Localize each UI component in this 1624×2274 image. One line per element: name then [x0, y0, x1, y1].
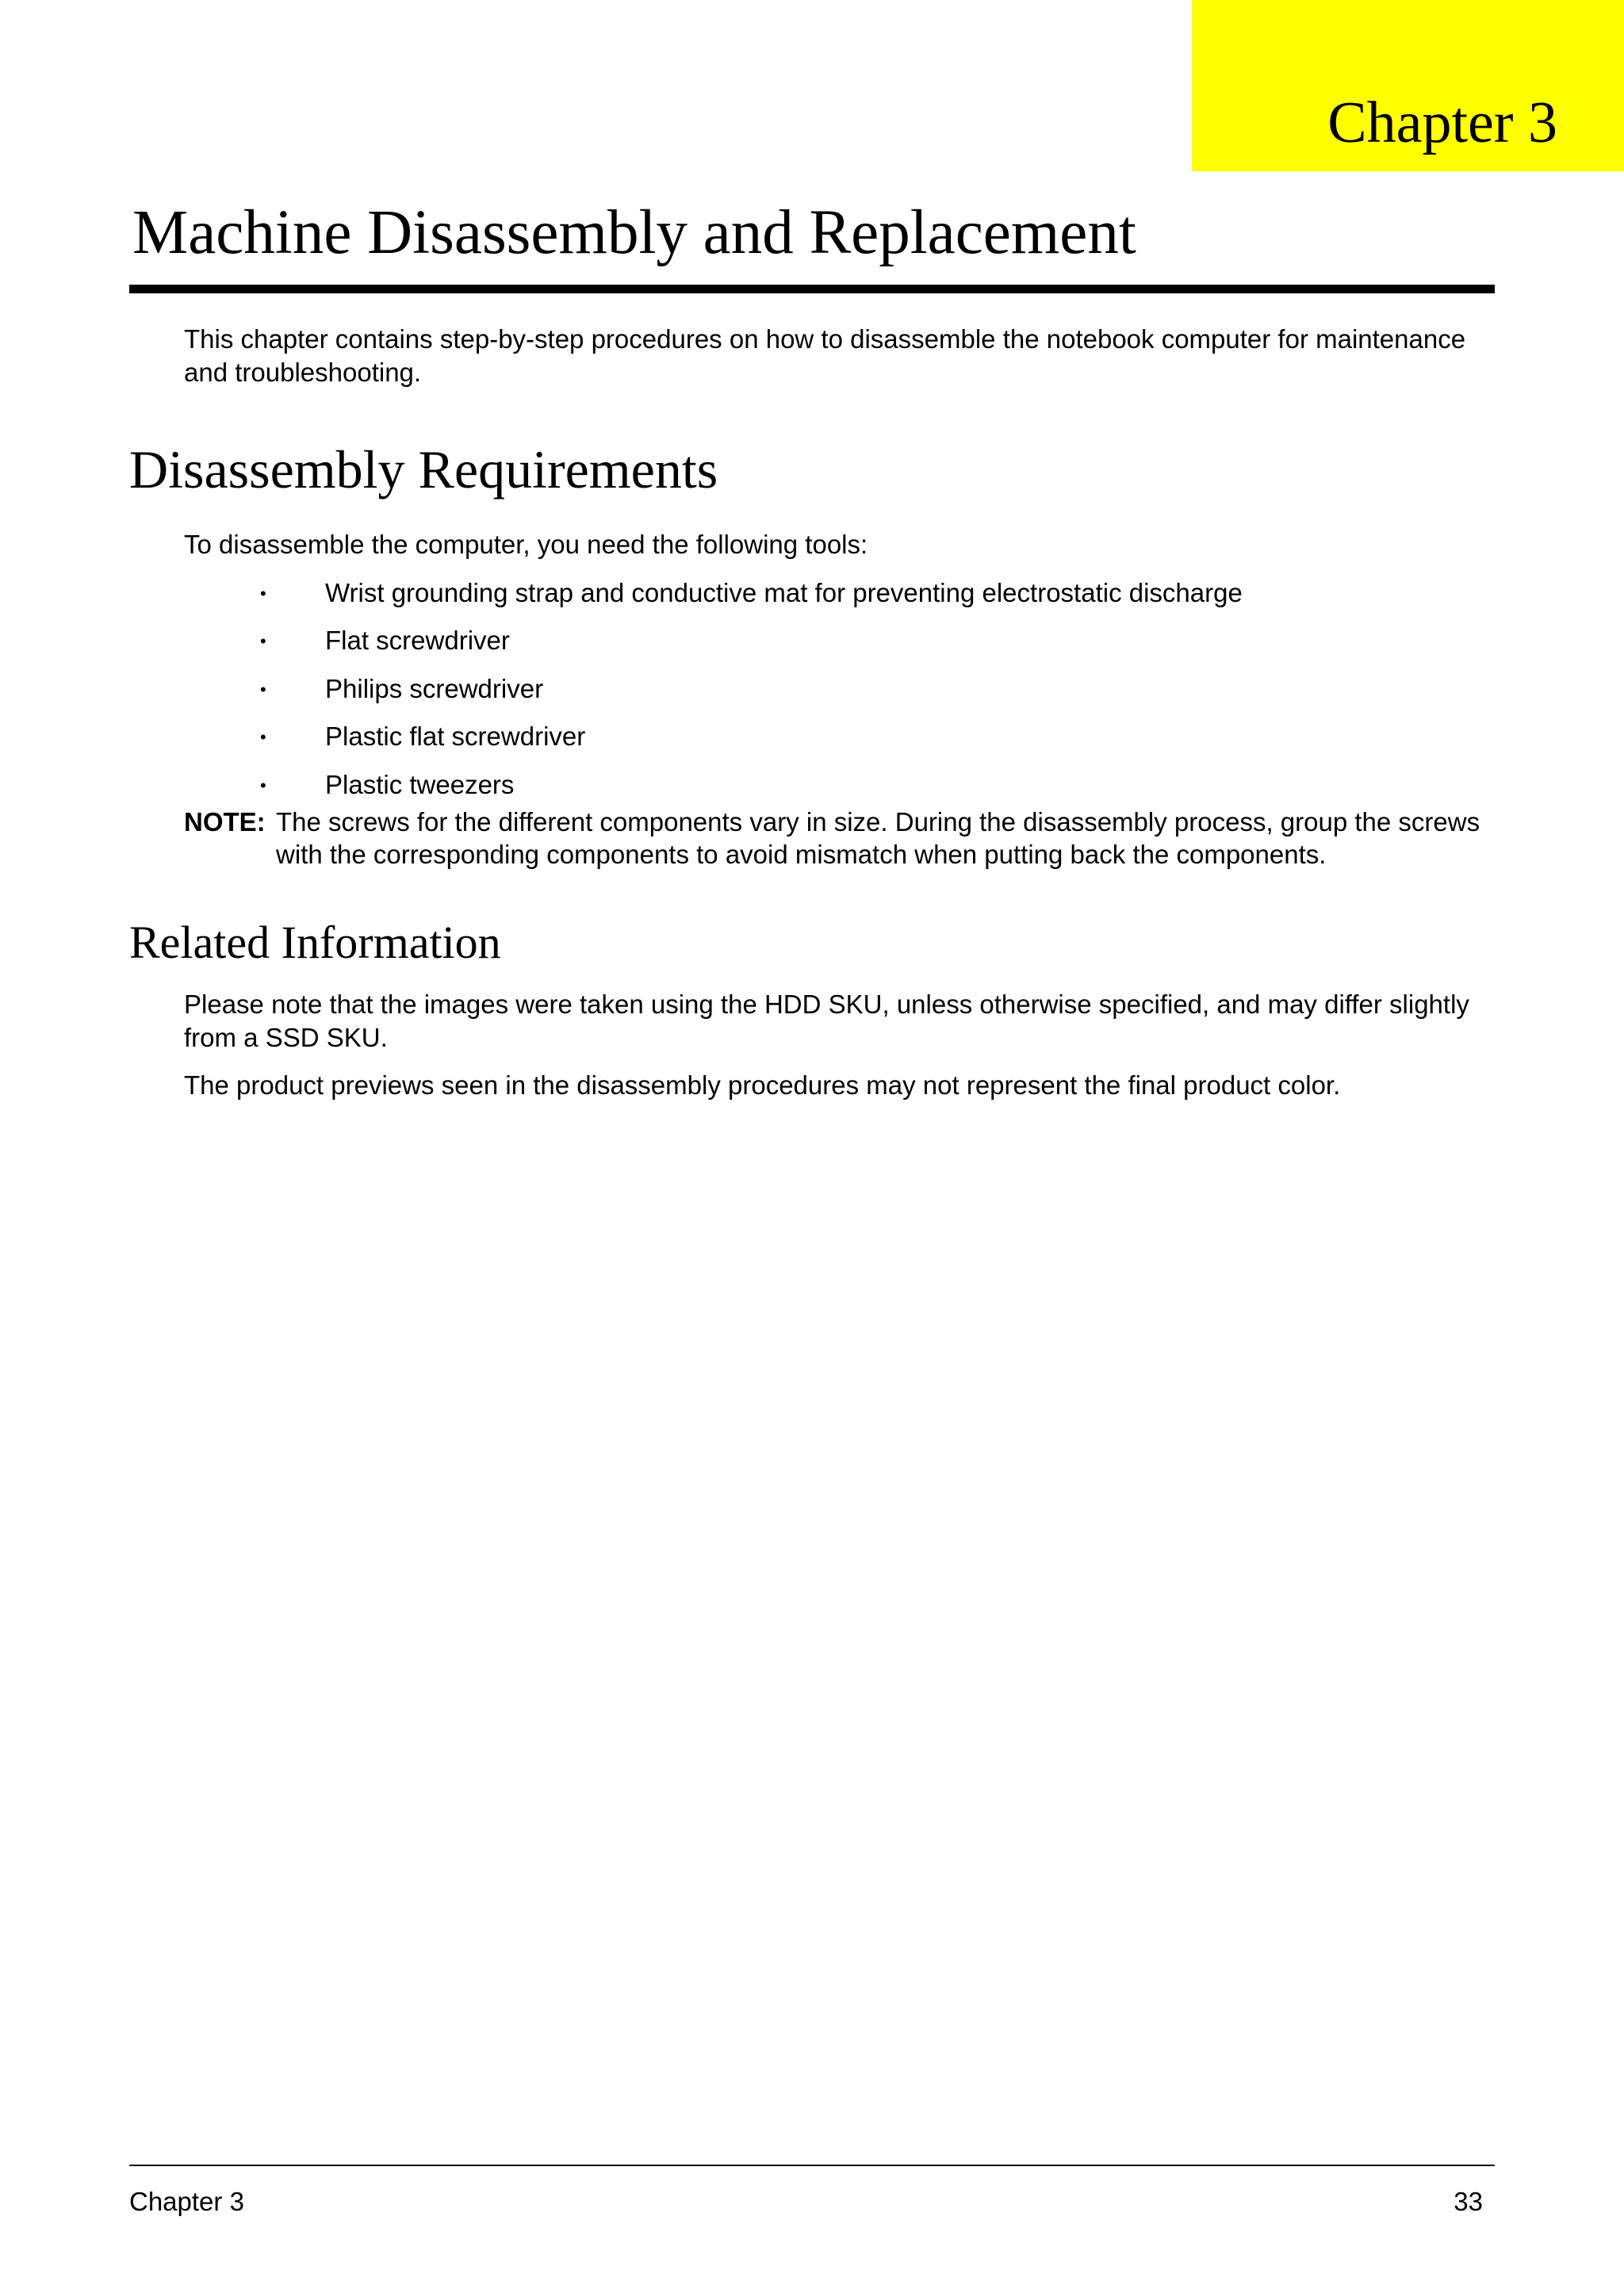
chapter-intro: This chapter contains step-by-step procedures on how to disassemble the notebook computer for maintenance and troubleshooting. [184, 324, 1466, 387]
tool-label: Plastic flat screwdriver [325, 722, 586, 751]
chapter-title: Machine Disassembly and Replacement [132, 198, 1136, 267]
bullet-icon: • [260, 775, 266, 795]
bullet-icon: • [260, 584, 266, 603]
note-text: The screws for the different components vary in size. During the disassembly process, group the screws with the corresponding components to avoid mismatch when putting back the components. [276, 807, 1480, 869]
bullet-icon: • [260, 727, 266, 747]
bullet-icon: • [260, 631, 266, 651]
section-heading-disassembly-requirements: Disassembly Requirements [129, 439, 718, 500]
title-rule [129, 285, 1495, 293]
list-item [0, 768, 1348, 802]
tool-label: Philips screwdriver [325, 674, 544, 703]
tool-label: Wrist grounding strap and conductive mat for preventing electrostatic discharge [325, 578, 1243, 607]
bullet-icon: • [260, 680, 266, 699]
note-label: NOTE: [184, 807, 266, 836]
footer-rule [129, 2165, 1495, 2166]
page-number: 33 [1454, 2187, 1483, 2216]
tools-lead: To disassemble the computer, you need the following tools: [184, 530, 868, 559]
list-item [0, 576, 1348, 610]
list-item [0, 672, 1348, 706]
chapter-tab [1192, 0, 1624, 171]
list-item [0, 624, 1348, 657]
list-item [0, 720, 1348, 753]
related-paragraph: The product previews seen in the disassembly procedures may not represent the final product color. [184, 1070, 1341, 1100]
chapter-tab-label: Chapter 3 [1327, 90, 1557, 155]
section-heading-related-information: Related Information [129, 917, 501, 968]
footer-chapter-label: Chapter 3 [129, 2187, 244, 2216]
tool-label: Plastic tweezers [325, 770, 515, 799]
tool-label: Flat screwdriver [325, 626, 510, 655]
related-paragraph: Please note that the images were taken using the HDD SKU, unless otherwise specified, and may differ slightly from a SSD SKU. [184, 990, 1469, 1052]
